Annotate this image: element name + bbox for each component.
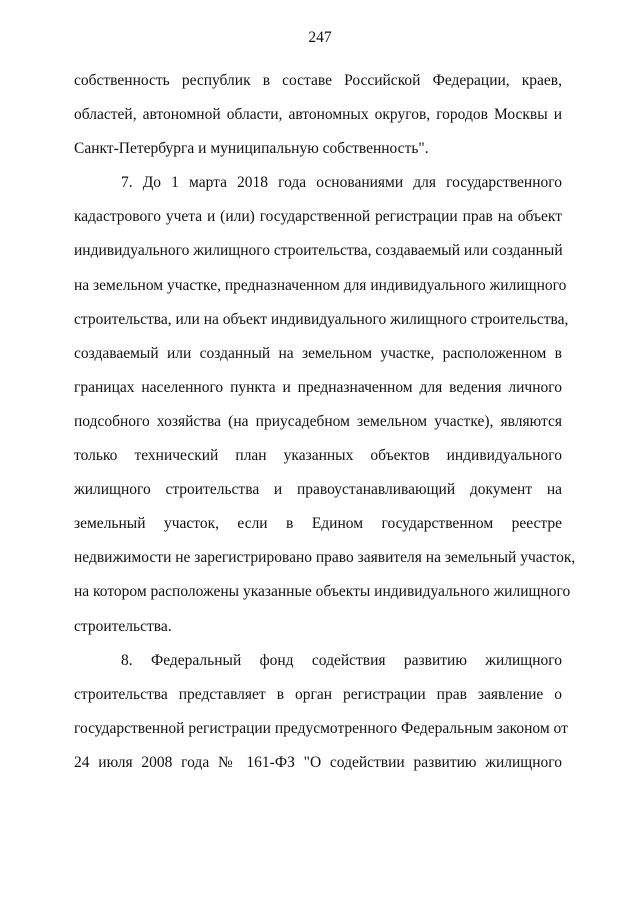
paragraph <box>74 651 568 787</box>
text-line: на котором расположены указанные объекты индивидуального жилищного <box>74 583 571 601</box>
text-line: недвижимости не зарегистрировано право заявителя на земельный участок, <box>74 549 576 567</box>
text-line: индивидуального жилищного строительства, создаваемый или созданный <box>74 242 563 260</box>
paragraph <box>74 173 576 650</box>
text-line: строительства, или на объект индивидуального жилищного строительства, <box>74 310 569 328</box>
text-line: кадастрового учета и (или) государственной регистрации прав на объект <box>74 208 562 226</box>
text-line: жилищного строительства и правоустанавливающий документ на <box>74 481 562 499</box>
text-line: только технический план указанных объектов индивидуального <box>74 447 562 465</box>
page-number: 247 <box>308 29 332 46</box>
text-line: 8. Федеральный фонд содействия развитию жилищного <box>121 651 562 669</box>
text-line: государственной регистрации предусмотренного Федеральным законом от <box>74 719 568 737</box>
text-line: строительства. <box>74 617 172 635</box>
text-line: строительства представляет в орган регистрации прав заявление о <box>74 685 562 703</box>
text-line: Санкт-Петербурга и муниципальную собственность". <box>74 140 429 158</box>
text-line: 7. До 1 марта 2018 года основаниями для государственного <box>121 174 562 192</box>
text-line: областей, автономной области, автономных округов, городов Москвы и <box>74 106 562 124</box>
text-line: 24 июля 2008 года № 161-ФЗ "О содействии развитию жилищного <box>74 753 562 771</box>
document-body <box>74 71 576 787</box>
text-line: границах населенного пункта и предназначенном для ведения личного <box>74 378 562 396</box>
text-line: земельный участок, если в Едином государственном реестре <box>74 515 562 533</box>
paragraph <box>74 71 562 173</box>
text-line: собственность республик в составе Российской Федерации, краев, <box>74 72 562 89</box>
text-line: подсобного хозяйства (на приусадебном земельном участке), являются <box>74 412 562 430</box>
text-line: на земельном участке, предназначенном для индивидуального жилищного <box>74 276 567 294</box>
text-line: создаваемый или созданный на земельном участке, расположенном в <box>74 344 562 362</box>
